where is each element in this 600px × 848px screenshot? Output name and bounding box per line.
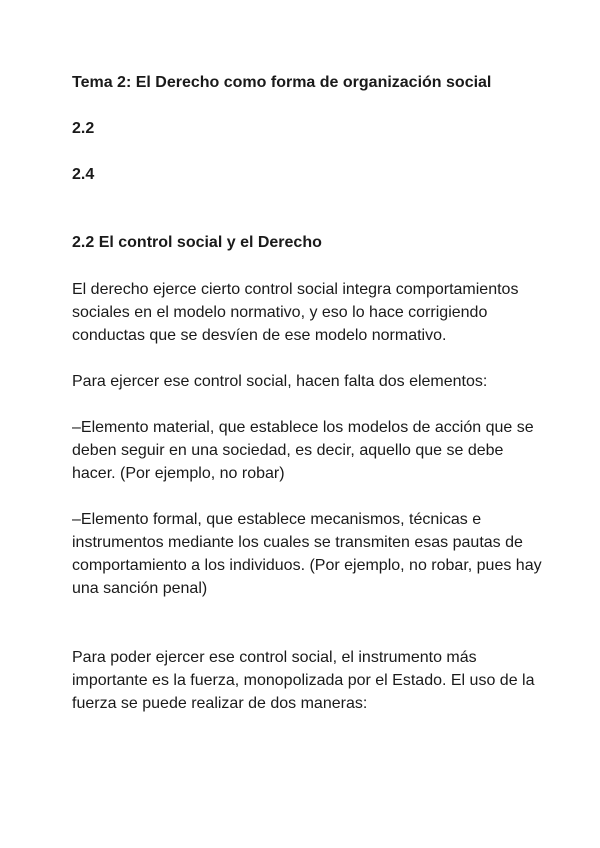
paragraph-force: Para poder ejercer ese control social, el instrumento más importante es la fuerza, monopolizada por el Estado. El uso de la fuerza se puede realizar de dos maneras: [72, 649, 535, 712]
document-title: Tema 2: El Derecho como forma de organización social [72, 74, 492, 91]
paragraph-material-element: –Elemento material, que establece los modelos de acción que se deben seguir en una sociedad, es decir, aquello que se debe hacer. (Por ejemplo, no robar) [72, 419, 534, 482]
section-title: 2.2 El control social y el Derecho [72, 234, 322, 251]
paragraph-formal-element: –Elemento formal, que establece mecanismos, técnicas e instrumentos mediante los cuales se transmiten esas pautas de comportamiento a los individuos. (Por ejemplo, no robar, pues hay una sanción penal) [72, 511, 542, 597]
subheading-2-4: 2.4 [72, 166, 95, 183]
subheading-2-2: 2.2 [72, 120, 95, 137]
paragraph-elements: Para ejercer ese control social, hacen falta dos elementos: [72, 373, 488, 390]
paragraph-intro: El derecho ejerce cierto control social integra comportamientos sociales en el modelo normativo, y eso lo hace corrigiendo conductas que se desvíen de ese modelo normativo. [72, 281, 519, 344]
document-page [72, 72, 542, 738]
